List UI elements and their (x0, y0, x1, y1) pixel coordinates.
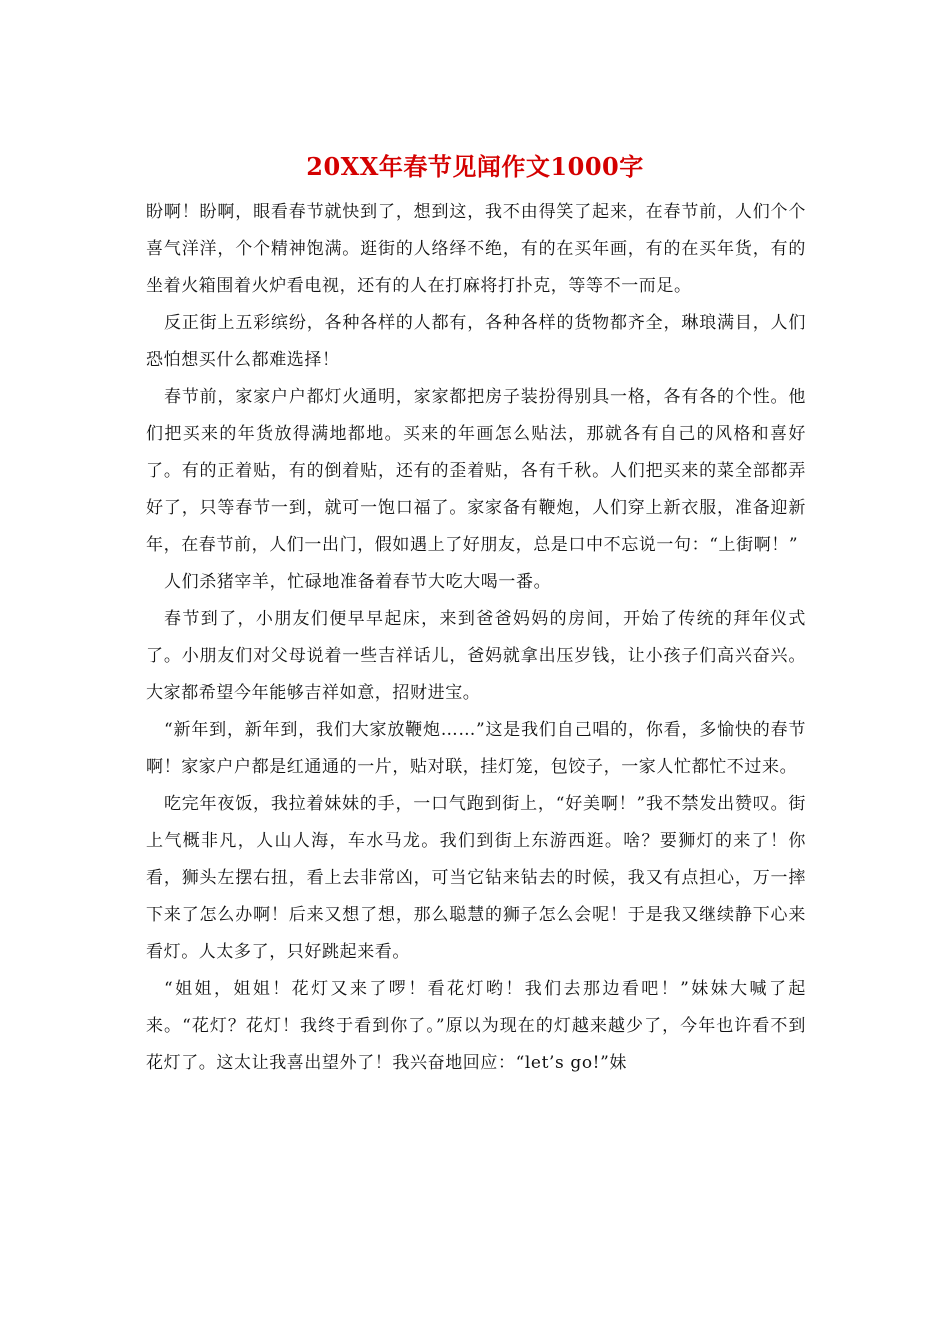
paragraph-2: 反正街上五彩缤纷，各种各样的人都有，各种各样的货物都齐全，琳琅满目，人们恐怕想买什么都难选择！ (146, 313, 806, 370)
paragraph-1: 盼啊！盼啊，眼看春节就快到了，想到这，我不由得笑了起来，在春节前，人们个个喜气洋洋，个个精神饱满。逛街的人络绎不绝，有的在买年画，有的在买年货，有的坐着火箱围着火炉看电视，还有的人在打麻将打扑克，等等不一而足。 (146, 202, 806, 296)
paragraph-5: 春节到了，小朋友们便早早起床，来到爸爸妈妈的房间，开始了传统的拜年仪式了。小朋友们对父母说着一些吉祥话儿，爸妈就拿出压岁钱，让小孩子们高兴奋兴。大家都希望今年能够吉祥如意，招财进宝。 (146, 609, 806, 703)
document-body (146, 194, 806, 1082)
paragraph-8: “姐姐，姐姐！花灯又来了啰！看花灯哟！我们去那边看吧！”妹妹大喊了起来。“花灯？花灯！我终于看到你了。”原以为现在的灯越来越少了，今年也许看不到花灯了。这太让我喜出望外了！我兴奋地回应：“let’s go!”妹 (146, 979, 806, 1073)
paragraph-4: 人们杀猪宰羊，忙碌地准备着春节大吃大喝一番。 (164, 572, 552, 592)
paragraph-3: 春节前，家家户户都灯火通明，家家都把房子装扮得别具一格，各有各的个性。他们把买来的年货放得满地都地。买来的年画怎么贴法，那就各有自己的风格和喜好了。有的正着贴，有的倒着贴，还有的歪着贴，各有千秋。人们把买来的菜全部都弄好了，只等春节一到，就可一饱口福了。家家备有鞭炮，人们穿上新衣服，准备迎新年，在春节前，人们一出门，假如遇上了好朋友，总是口中不忘说一句：“上街啊！” (146, 387, 806, 555)
document-title: 20XX年春节见闻作文1000字 (306, 152, 644, 181)
paragraph-7: 吃完年夜饭，我拉着妹妹的手，一口气跑到街上，“好美啊！”我不禁发出赞叹。街上气概非凡，人山人海，车水马龙。我们到街上东游西逛。啥？要狮灯的来了！你看，狮头左摆右扭，看上去非常凶，可当它钻来钻去的时候，我又有点担心，万一摔下来了怎么办啊！后来又想了想，那么聪慧的狮子怎么会呢！于是我又继续静下心来看灯。人太多了，只好跳起来看。 (146, 794, 806, 962)
paragraph-6: “新年到，新年到，我们大家放鞭炮……”这是我们自己唱的，你看，多愉快的春节啊！家家户户都是红通通的一片，贴对联，挂灯笼，包饺子，一家人忙都忙不过来。 (146, 720, 806, 777)
